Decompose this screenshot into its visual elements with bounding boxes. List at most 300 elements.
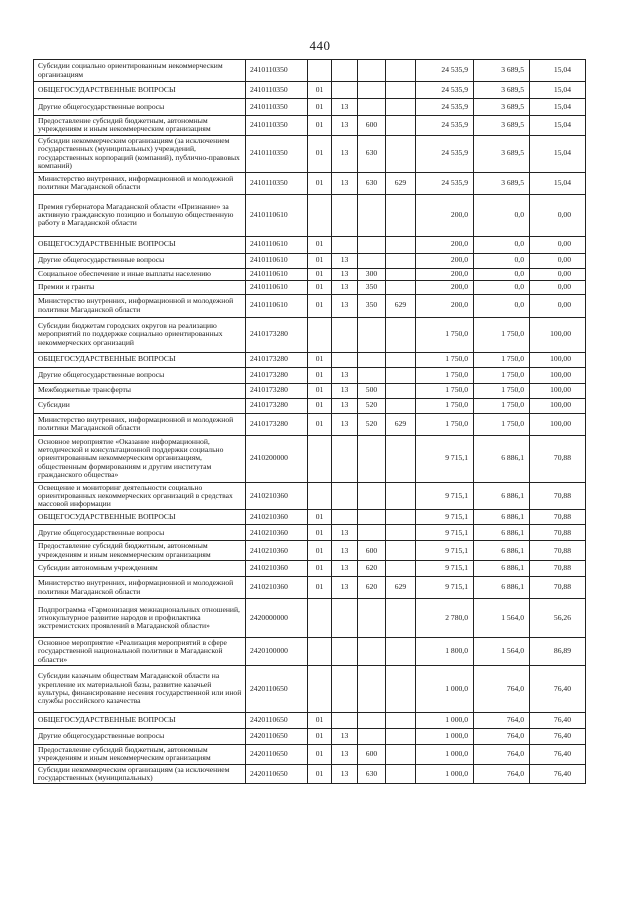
cell-description: Субсидии бюджетам городских округов на реализацию мероприятий по поддержке социально ориентированных некоммерческих организаций bbox=[34, 317, 246, 352]
cell-planned: 1 000,0 bbox=[416, 712, 474, 728]
cell-executed: 6 886,1 bbox=[474, 525, 530, 541]
cell-target-code: 2410210360 bbox=[246, 525, 308, 541]
cell-percent: 70,88 bbox=[530, 541, 586, 561]
cell-target-code: 2420110650 bbox=[246, 712, 308, 728]
table-row bbox=[34, 317, 586, 352]
cell-planned: 200,0 bbox=[416, 294, 474, 317]
cell-administrator bbox=[386, 236, 416, 253]
cell-percent: 76,40 bbox=[530, 712, 586, 728]
cell-percent: 76,40 bbox=[530, 665, 586, 712]
cell-executed: 764,0 bbox=[474, 764, 530, 784]
cell-percent: 15,04 bbox=[530, 116, 586, 136]
cell-description: Другие общегосударственные вопросы bbox=[34, 525, 246, 541]
cell-executed: 6 886,1 bbox=[474, 435, 530, 482]
cell-percent: 100,00 bbox=[530, 413, 586, 435]
cell-administrator bbox=[386, 712, 416, 728]
cell-planned: 9 715,1 bbox=[416, 510, 474, 525]
cell-section: 01 bbox=[308, 383, 332, 398]
cell-planned: 24 535,9 bbox=[416, 172, 474, 194]
table-row bbox=[34, 482, 586, 510]
cell-planned: 9 715,1 bbox=[416, 561, 474, 577]
cell-subsection: 13 bbox=[332, 561, 358, 577]
cell-target-code: 2410110610 bbox=[246, 194, 308, 236]
cell-administrator bbox=[386, 665, 416, 712]
cell-target-code: 2410110610 bbox=[246, 253, 308, 268]
cell-expense-type bbox=[358, 367, 386, 383]
cell-percent: 70,88 bbox=[530, 525, 586, 541]
cell-section: 01 bbox=[308, 525, 332, 541]
cell-executed: 764,0 bbox=[474, 744, 530, 764]
cell-section: 01 bbox=[308, 712, 332, 728]
table-row bbox=[34, 135, 586, 172]
cell-target-code: 2410200000 bbox=[246, 435, 308, 482]
cell-executed: 6 886,1 bbox=[474, 541, 530, 561]
table-row bbox=[34, 367, 586, 383]
table-row bbox=[34, 665, 586, 712]
cell-description: Предоставление субсидий бюджетным, автономным учреждениям и иным некоммерческим организациям bbox=[34, 541, 246, 561]
cell-description: Субсидии некоммерческим организациям (за исключением государственных (муниципальных) bbox=[34, 764, 246, 784]
cell-subsection: 13 bbox=[332, 253, 358, 268]
cell-expense-type: 520 bbox=[358, 413, 386, 435]
cell-target-code: 2410173280 bbox=[246, 398, 308, 413]
cell-planned: 200,0 bbox=[416, 280, 474, 294]
cell-planned: 1 000,0 bbox=[416, 665, 474, 712]
cell-expense-type bbox=[358, 435, 386, 482]
cell-executed: 764,0 bbox=[474, 728, 530, 744]
cell-subsection bbox=[332, 82, 358, 99]
cell-planned: 9 715,1 bbox=[416, 577, 474, 599]
cell-target-code: 2420110650 bbox=[246, 728, 308, 744]
cell-administrator bbox=[386, 383, 416, 398]
cell-executed: 3 689,5 bbox=[474, 116, 530, 136]
table-row bbox=[34, 728, 586, 744]
cell-target-code: 2410173280 bbox=[246, 352, 308, 367]
cell-subsection: 13 bbox=[332, 764, 358, 784]
cell-target-code: 2410173280 bbox=[246, 413, 308, 435]
cell-executed: 6 886,1 bbox=[474, 510, 530, 525]
cell-administrator bbox=[386, 194, 416, 236]
cell-subsection: 13 bbox=[332, 135, 358, 172]
cell-percent: 100,00 bbox=[530, 383, 586, 398]
cell-expense-type bbox=[358, 482, 386, 510]
cell-section: 01 bbox=[308, 236, 332, 253]
cell-subsection bbox=[332, 435, 358, 482]
cell-expense-type bbox=[358, 712, 386, 728]
cell-subsection bbox=[332, 638, 358, 666]
cell-expense-type: 630 bbox=[358, 172, 386, 194]
cell-description: Другие общегосударственные вопросы bbox=[34, 253, 246, 268]
table-row bbox=[34, 116, 586, 136]
cell-description: Министерство внутренних, информационной и молодежной политики Магаданской области bbox=[34, 577, 246, 599]
cell-administrator bbox=[386, 525, 416, 541]
cell-percent: 70,88 bbox=[530, 577, 586, 599]
cell-percent: 0,00 bbox=[530, 194, 586, 236]
cell-description: Премии и гранты bbox=[34, 280, 246, 294]
cell-percent: 0,00 bbox=[530, 280, 586, 294]
cell-section: 01 bbox=[308, 744, 332, 764]
cell-target-code: 2410110350 bbox=[246, 99, 308, 116]
cell-section bbox=[308, 317, 332, 352]
cell-section bbox=[308, 435, 332, 482]
cell-executed: 1 750,0 bbox=[474, 413, 530, 435]
cell-planned: 2 780,0 bbox=[416, 599, 474, 638]
cell-administrator bbox=[386, 135, 416, 172]
cell-administrator bbox=[386, 638, 416, 666]
cell-percent: 100,00 bbox=[530, 367, 586, 383]
cell-percent: 56,26 bbox=[530, 599, 586, 638]
cell-administrator bbox=[386, 764, 416, 784]
cell-executed: 1 564,0 bbox=[474, 638, 530, 666]
cell-subsection: 13 bbox=[332, 398, 358, 413]
cell-planned: 9 715,1 bbox=[416, 435, 474, 482]
cell-expense-type: 350 bbox=[358, 280, 386, 294]
cell-section: 01 bbox=[308, 577, 332, 599]
cell-description: Основное мероприятие «Реализация мероприятий в сфере государственной национальной политики в Магаданской области» bbox=[34, 638, 246, 666]
cell-section: 01 bbox=[308, 398, 332, 413]
table-row bbox=[34, 744, 586, 764]
cell-section: 01 bbox=[308, 367, 332, 383]
cell-percent: 0,00 bbox=[530, 294, 586, 317]
cell-executed: 1 750,0 bbox=[474, 367, 530, 383]
cell-administrator bbox=[386, 541, 416, 561]
cell-expense-type bbox=[358, 525, 386, 541]
cell-administrator bbox=[386, 510, 416, 525]
cell-section bbox=[308, 60, 332, 82]
cell-planned: 200,0 bbox=[416, 268, 474, 280]
cell-target-code: 2410110610 bbox=[246, 236, 308, 253]
cell-executed: 0,0 bbox=[474, 236, 530, 253]
cell-target-code: 2410173280 bbox=[246, 383, 308, 398]
cell-administrator bbox=[386, 482, 416, 510]
cell-subsection: 13 bbox=[332, 577, 358, 599]
cell-percent: 15,04 bbox=[530, 99, 586, 116]
cell-percent: 15,04 bbox=[530, 82, 586, 99]
cell-section bbox=[308, 638, 332, 666]
cell-target-code: 2420110650 bbox=[246, 665, 308, 712]
cell-section: 01 bbox=[308, 541, 332, 561]
cell-executed: 764,0 bbox=[474, 665, 530, 712]
table-row bbox=[34, 764, 586, 784]
cell-percent: 15,04 bbox=[530, 60, 586, 82]
cell-executed: 1 750,0 bbox=[474, 398, 530, 413]
cell-executed: 6 886,1 bbox=[474, 561, 530, 577]
cell-section: 01 bbox=[308, 116, 332, 136]
cell-administrator bbox=[386, 728, 416, 744]
cell-planned: 1 000,0 bbox=[416, 728, 474, 744]
cell-administrator bbox=[386, 116, 416, 136]
cell-administrator bbox=[386, 82, 416, 99]
cell-administrator bbox=[386, 317, 416, 352]
cell-subsection: 13 bbox=[332, 728, 358, 744]
cell-executed: 1 750,0 bbox=[474, 352, 530, 367]
cell-subsection bbox=[332, 194, 358, 236]
cell-section: 01 bbox=[308, 561, 332, 577]
cell-planned: 1 000,0 bbox=[416, 744, 474, 764]
cell-section bbox=[308, 665, 332, 712]
cell-expense-type: 520 bbox=[358, 398, 386, 413]
cell-percent: 70,88 bbox=[530, 561, 586, 577]
cell-expense-type bbox=[358, 253, 386, 268]
cell-section: 01 bbox=[308, 280, 332, 294]
cell-expense-type: 600 bbox=[358, 541, 386, 561]
table-body bbox=[34, 60, 586, 784]
table-row bbox=[34, 236, 586, 253]
cell-target-code: 2420110650 bbox=[246, 764, 308, 784]
cell-planned: 9 715,1 bbox=[416, 482, 474, 510]
cell-section: 01 bbox=[308, 253, 332, 268]
cell-target-code: 2410210360 bbox=[246, 510, 308, 525]
cell-percent: 0,00 bbox=[530, 253, 586, 268]
cell-executed: 764,0 bbox=[474, 712, 530, 728]
cell-section: 01 bbox=[308, 82, 332, 99]
cell-description: Министерство внутренних, информационной и молодежной политики Магаданской области bbox=[34, 172, 246, 194]
cell-executed: 0,0 bbox=[474, 194, 530, 236]
cell-executed: 1 564,0 bbox=[474, 599, 530, 638]
cell-percent: 15,04 bbox=[530, 135, 586, 172]
cell-description: Субсидии социально ориентированным некоммерческим организациям bbox=[34, 60, 246, 82]
cell-percent: 70,88 bbox=[530, 510, 586, 525]
cell-description: Министерство внутренних, информационной и молодежной политики Магаданской области bbox=[34, 413, 246, 435]
cell-percent: 70,88 bbox=[530, 482, 586, 510]
cell-expense-type: 600 bbox=[358, 744, 386, 764]
cell-subsection: 13 bbox=[332, 367, 358, 383]
cell-planned: 9 715,1 bbox=[416, 541, 474, 561]
cell-target-code: 2410110350 bbox=[246, 135, 308, 172]
cell-subsection: 13 bbox=[332, 525, 358, 541]
cell-expense-type bbox=[358, 194, 386, 236]
cell-planned: 1 750,0 bbox=[416, 317, 474, 352]
cell-executed: 3 689,5 bbox=[474, 99, 530, 116]
cell-subsection: 13 bbox=[332, 116, 358, 136]
cell-expense-type bbox=[358, 317, 386, 352]
page-number: 440 bbox=[309, 38, 331, 53]
table-row bbox=[34, 60, 586, 82]
cell-expense-type: 600 bbox=[358, 116, 386, 136]
table-row bbox=[34, 352, 586, 367]
cell-description: ОБЩЕГОСУДАРСТВЕННЫЕ ВОПРОСЫ bbox=[34, 236, 246, 253]
cell-target-code: 2410110350 bbox=[246, 82, 308, 99]
cell-percent: 100,00 bbox=[530, 398, 586, 413]
cell-administrator bbox=[386, 280, 416, 294]
cell-administrator bbox=[386, 744, 416, 764]
cell-executed: 6 886,1 bbox=[474, 482, 530, 510]
cell-expense-type bbox=[358, 638, 386, 666]
cell-subsection bbox=[332, 665, 358, 712]
cell-expense-type: 620 bbox=[358, 577, 386, 599]
cell-percent: 76,40 bbox=[530, 764, 586, 784]
cell-description: Другие общегосударственные вопросы bbox=[34, 728, 246, 744]
cell-executed: 1 750,0 bbox=[474, 383, 530, 398]
cell-executed: 0,0 bbox=[474, 268, 530, 280]
cell-executed: 1 750,0 bbox=[474, 317, 530, 352]
cell-target-code: 2410173280 bbox=[246, 367, 308, 383]
cell-administrator bbox=[386, 352, 416, 367]
cell-section: 01 bbox=[308, 764, 332, 784]
cell-percent: 100,00 bbox=[530, 317, 586, 352]
cell-section: 01 bbox=[308, 172, 332, 194]
table-row bbox=[34, 280, 586, 294]
cell-description: Субсидии автономным учреждениям bbox=[34, 561, 246, 577]
cell-description: ОБЩЕГОСУДАРСТВЕННЫЕ ВОПРОСЫ bbox=[34, 712, 246, 728]
cell-description: Межбюджетные трансферты bbox=[34, 383, 246, 398]
cell-planned: 24 535,9 bbox=[416, 116, 474, 136]
cell-planned: 200,0 bbox=[416, 194, 474, 236]
cell-subsection: 13 bbox=[332, 268, 358, 280]
cell-description: Другие общегосударственные вопросы bbox=[34, 367, 246, 383]
cell-target-code: 2420110650 bbox=[246, 744, 308, 764]
cell-administrator bbox=[386, 435, 416, 482]
cell-description: Премия губернатора Магаданской области «Признание» за активную гражданскую позицию и большую общественную работу в Магаданской области bbox=[34, 194, 246, 236]
cell-planned: 1 750,0 bbox=[416, 398, 474, 413]
cell-administrator bbox=[386, 99, 416, 116]
cell-expense-type bbox=[358, 60, 386, 82]
cell-expense-type bbox=[358, 352, 386, 367]
cell-expense-type: 620 bbox=[358, 561, 386, 577]
cell-description: Подпрограмма «Гармонизация межнациональных отношений, этнокультурное развитие народов и профилактика экстремистских проявлений в Магаданской области» bbox=[34, 599, 246, 638]
table-row bbox=[34, 638, 586, 666]
table-row bbox=[34, 712, 586, 728]
cell-subsection: 13 bbox=[332, 383, 358, 398]
table-row bbox=[34, 435, 586, 482]
table-row bbox=[34, 253, 586, 268]
cell-executed: 3 689,5 bbox=[474, 82, 530, 99]
cell-administrator: 629 bbox=[386, 294, 416, 317]
table-row bbox=[34, 525, 586, 541]
cell-expense-type: 500 bbox=[358, 383, 386, 398]
cell-subsection bbox=[332, 236, 358, 253]
table-row bbox=[34, 172, 586, 194]
cell-expense-type bbox=[358, 728, 386, 744]
cell-expense-type bbox=[358, 510, 386, 525]
cell-percent: 100,00 bbox=[530, 352, 586, 367]
cell-subsection: 13 bbox=[332, 744, 358, 764]
cell-percent: 0,00 bbox=[530, 236, 586, 253]
cell-percent: 76,40 bbox=[530, 728, 586, 744]
cell-description: ОБЩЕГОСУДАРСТВЕННЫЕ ВОПРОСЫ bbox=[34, 352, 246, 367]
cell-administrator: 629 bbox=[386, 172, 416, 194]
cell-subsection bbox=[332, 60, 358, 82]
cell-percent: 15,04 bbox=[530, 172, 586, 194]
cell-percent: 86,89 bbox=[530, 638, 586, 666]
cell-percent: 76,40 bbox=[530, 744, 586, 764]
cell-section bbox=[308, 482, 332, 510]
cell-subsection: 13 bbox=[332, 541, 358, 561]
cell-administrator: 629 bbox=[386, 413, 416, 435]
cell-percent: 70,88 bbox=[530, 435, 586, 482]
cell-subsection: 13 bbox=[332, 294, 358, 317]
cell-planned: 1 800,0 bbox=[416, 638, 474, 666]
table-row bbox=[34, 541, 586, 561]
cell-executed: 3 689,5 bbox=[474, 172, 530, 194]
cell-planned: 1 000,0 bbox=[416, 764, 474, 784]
table-row bbox=[34, 577, 586, 599]
cell-planned: 1 750,0 bbox=[416, 383, 474, 398]
cell-section: 01 bbox=[308, 352, 332, 367]
cell-administrator bbox=[386, 60, 416, 82]
cell-planned: 1 750,0 bbox=[416, 352, 474, 367]
cell-expense-type: 630 bbox=[358, 135, 386, 172]
cell-section bbox=[308, 599, 332, 638]
cell-subsection: 13 bbox=[332, 280, 358, 294]
cell-target-code: 2410210360 bbox=[246, 577, 308, 599]
cell-description: Основное мероприятие «Оказание информационной, методической и консультационной поддержки социально ориентированным некоммерческим организациям, общественным формированиям и другим институтам гражданского общества» bbox=[34, 435, 246, 482]
cell-subsection bbox=[332, 317, 358, 352]
cell-administrator bbox=[386, 561, 416, 577]
cell-description: Предоставление субсидий бюджетным, автономным учреждениям и иным некоммерческим организациям bbox=[34, 116, 246, 136]
cell-description: Субсидии казачьим обществам Магаданской области на укрепление их материальной базы, развитие казачьей культуры, финансирование несения государственной или иной службы российского казачества bbox=[34, 665, 246, 712]
cell-target-code: 2410110610 bbox=[246, 294, 308, 317]
cell-executed: 0,0 bbox=[474, 253, 530, 268]
cell-description: Министерство внутренних, информационной и молодежной политики Магаданской области bbox=[34, 294, 246, 317]
cell-planned: 200,0 bbox=[416, 236, 474, 253]
cell-administrator: 629 bbox=[386, 577, 416, 599]
table-row bbox=[34, 413, 586, 435]
cell-administrator bbox=[386, 253, 416, 268]
cell-section bbox=[308, 194, 332, 236]
table-row bbox=[34, 82, 586, 99]
cell-section: 01 bbox=[308, 294, 332, 317]
cell-target-code: 2410110610 bbox=[246, 268, 308, 280]
cell-subsection bbox=[332, 712, 358, 728]
cell-description: ОБЩЕГОСУДАРСТВЕННЫЕ ВОПРОСЫ bbox=[34, 82, 246, 99]
cell-section: 01 bbox=[308, 510, 332, 525]
cell-executed: 3 689,5 bbox=[474, 60, 530, 82]
cell-subsection bbox=[332, 482, 358, 510]
cell-administrator bbox=[386, 268, 416, 280]
cell-target-code: 2410110610 bbox=[246, 280, 308, 294]
cell-expense-type: 630 bbox=[358, 764, 386, 784]
cell-description: Социальное обеспечение и иные выплаты населению bbox=[34, 268, 246, 280]
cell-target-code: 2410173280 bbox=[246, 317, 308, 352]
cell-subsection bbox=[332, 599, 358, 638]
cell-section: 01 bbox=[308, 99, 332, 116]
cell-planned: 1 750,0 bbox=[416, 413, 474, 435]
cell-executed: 3 689,5 bbox=[474, 135, 530, 172]
table-row bbox=[34, 510, 586, 525]
cell-subsection bbox=[332, 510, 358, 525]
cell-planned: 1 750,0 bbox=[416, 367, 474, 383]
cell-expense-type bbox=[358, 665, 386, 712]
cell-description: Предоставление субсидий бюджетным, автономным учреждениям и иным некоммерческим организациям bbox=[34, 744, 246, 764]
budget-table bbox=[33, 59, 586, 784]
cell-target-code: 2420000000 bbox=[246, 599, 308, 638]
cell-administrator bbox=[386, 599, 416, 638]
cell-expense-type: 350 bbox=[358, 294, 386, 317]
cell-target-code: 2410210360 bbox=[246, 561, 308, 577]
cell-section: 01 bbox=[308, 135, 332, 172]
cell-description: Освещение и мониторинг деятельности социально ориентированных некоммерческих организаций в средствах массовой информации bbox=[34, 482, 246, 510]
cell-description: Другие общегосударственные вопросы bbox=[34, 99, 246, 116]
cell-planned: 24 535,9 bbox=[416, 60, 474, 82]
table-row bbox=[34, 194, 586, 236]
cell-executed: 0,0 bbox=[474, 280, 530, 294]
cell-description: Субсидии некоммерческим организациям (за исключением государственных (муниципальных) учреждений, государственных корпораций (компаний), публично-правовых компаний) bbox=[34, 135, 246, 172]
cell-expense-type bbox=[358, 599, 386, 638]
table-row bbox=[34, 561, 586, 577]
cell-administrator bbox=[386, 398, 416, 413]
table-row bbox=[34, 398, 586, 413]
cell-planned: 24 535,9 bbox=[416, 135, 474, 172]
cell-target-code: 2410110350 bbox=[246, 60, 308, 82]
cell-expense-type bbox=[358, 236, 386, 253]
cell-planned: 24 535,9 bbox=[416, 82, 474, 99]
table-row bbox=[34, 599, 586, 638]
cell-planned: 9 715,1 bbox=[416, 525, 474, 541]
cell-subsection: 13 bbox=[332, 99, 358, 116]
cell-expense-type: 300 bbox=[358, 268, 386, 280]
cell-executed: 0,0 bbox=[474, 294, 530, 317]
cell-target-code: 2420100000 bbox=[246, 638, 308, 666]
